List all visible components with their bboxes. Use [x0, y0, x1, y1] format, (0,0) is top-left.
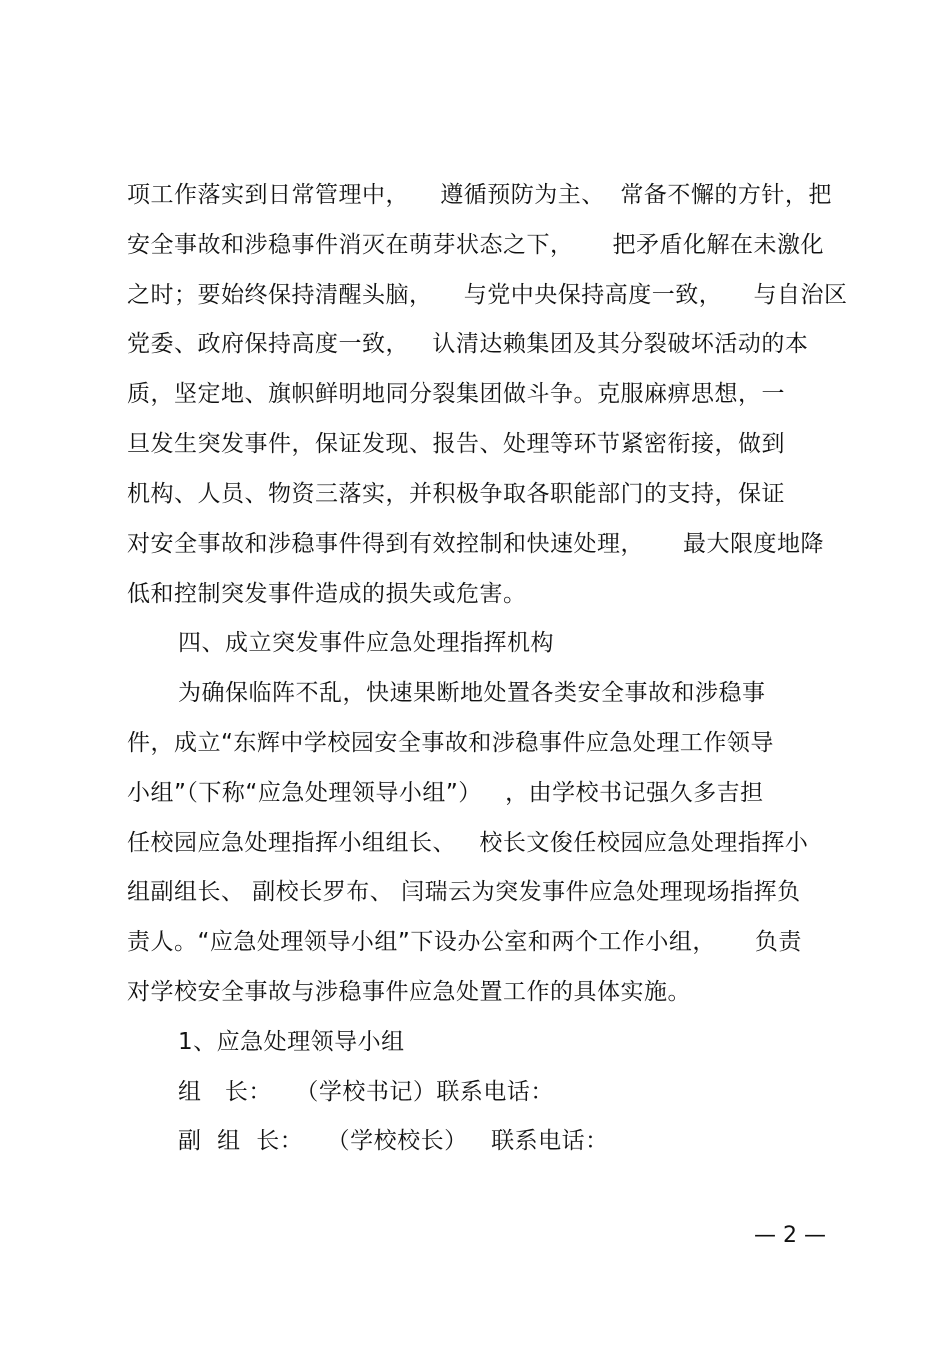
deputy-leader-row: 副 组 长： （学校校长） 联系电话： [178, 1128, 609, 1154]
body-text-line: 责人。“应急处理领导小组”下设办公室和两个工作小组， 负责 [127, 929, 802, 955]
body-text-line: 小组”（下称“应急处理领导小组”） ，由学校书记强久多吉担 [127, 780, 764, 806]
body-text-line: 质，坚定地、旗帜鲜明地同分裂集团做斗争。克服麻痹思想，一 [127, 381, 785, 407]
page-number: — 2 — [754, 1223, 826, 1248]
body-text-line: 项工作落实到日常管理中， 遵循预防为主、 常备不懈的方针，把 [127, 182, 832, 208]
body-text-line: 旦发生突发事件，保证发现、报告、处理等环节紧密衔接，做到 [127, 431, 785, 457]
section-heading: 四、成立突发事件应急处理指挥机构 [178, 630, 554, 656]
body-text-line: 对安全事故和涉稳事件得到有效控制和快速处理， 最大限度地降 [127, 531, 825, 557]
body-text-line: 任校园应急处理指挥小组组长、 校长文俊任校园应急处理指挥小 [127, 830, 809, 856]
body-text-line: 党委、政府保持高度一致， 认清达赖集团及其分裂破坏活动的本 [127, 331, 809, 357]
body-text-line: 件，成立“东辉中学校园安全事故和涉稳事件应急处理工作领导 [127, 730, 774, 756]
body-text-line: 机构、人员、物资三落实，并积极争取各职能部门的支持，保证 [127, 481, 785, 507]
leader-row: 组 长： （学校书记）联系电话： [178, 1079, 554, 1105]
body-text-line: 安全事故和涉稳事件消灭在萌芽状态之下， 把矛盾化解在未激化 [127, 232, 825, 258]
subsection-heading: 1、应急处理领导小组 [178, 1029, 405, 1055]
body-text-line: 低和控制突发事件造成的损失或危害。 [127, 581, 527, 607]
body-text-line: 之时；要始终保持清醒头脑， 与党中央保持高度一致， 与自治区 [127, 282, 848, 308]
body-text-line: 组副组长、 副校长罗布、 闫瑞云为突发事件应急处理现场指挥负 [127, 879, 801, 905]
body-text-line: 为确保临阵不乱，快速果断地处置各类安全事故和涉稳事 [178, 680, 766, 706]
body-text-line: 对学校安全事故与涉稳事件应急处置工作的具体实施。 [127, 979, 691, 1005]
